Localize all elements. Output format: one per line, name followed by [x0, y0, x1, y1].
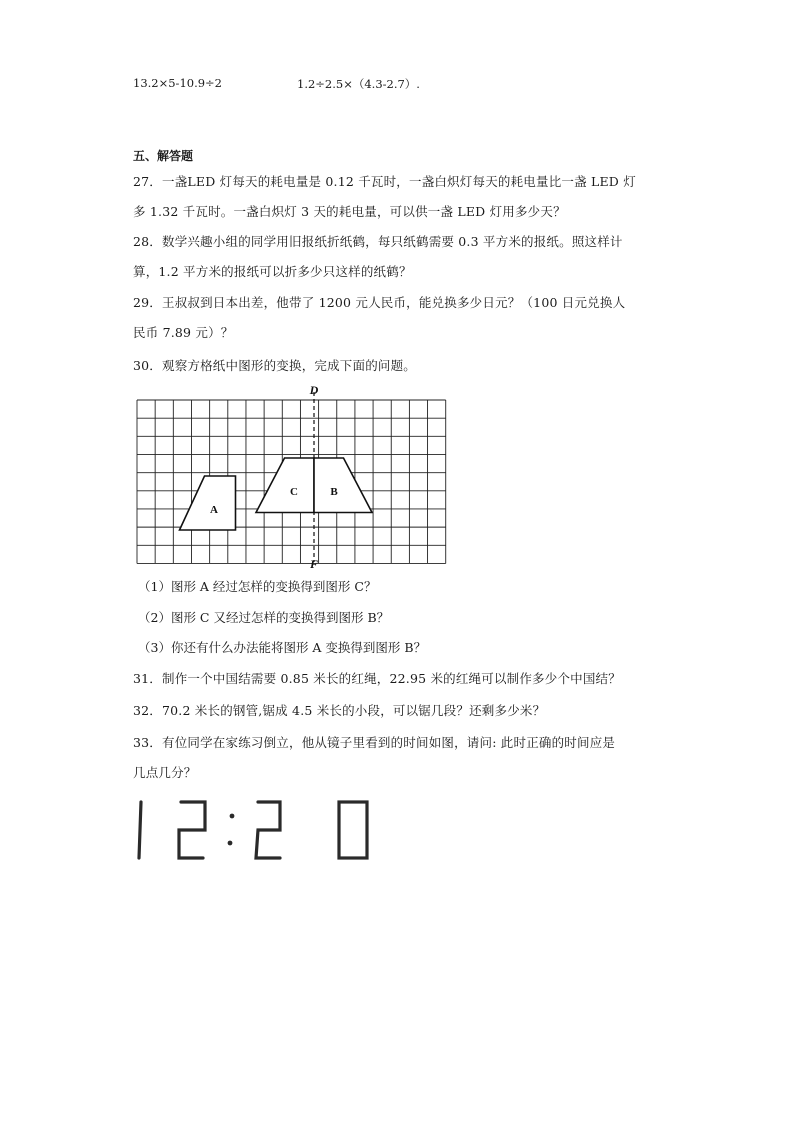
- shape-c: [256, 458, 314, 513]
- question-27-line-2: 多 1.32 千瓦时。一盏白炽灯 3 天的耗电量，可以供一盏 LED 灯用多少天？: [133, 204, 566, 219]
- label-axis-bottom: F: [309, 557, 319, 568]
- label-shape-c: C: [290, 486, 298, 498]
- expression-1: 13.2×5-10.9÷2: [133, 76, 223, 90]
- transformation-grid-figure: [128, 382, 458, 568]
- label-shape-b: B: [330, 486, 338, 498]
- shape-a: [180, 476, 236, 530]
- question-31: 31．制作一个中国结需要 0.85 米长的红绳，22.95 米的红绳可以制作多少个中国结？: [133, 671, 621, 686]
- question-27-line-1: 27．一盏LED 灯每天的耗电量是 0.12 千瓦时，一盏白炽灯每天的耗电量比一盏 LED 灯: [133, 174, 636, 189]
- question-30: 30．观察方格纸中图形的变换，完成下面的问题。: [133, 358, 417, 373]
- question-33-line-2: 几点几分？: [133, 765, 197, 780]
- question-29-line-2: 民币 7.89 元）？: [133, 325, 234, 340]
- mirrored-digital-clock-icon: [133, 796, 383, 866]
- label-shape-a: A: [210, 504, 218, 516]
- question-33-line-1: 33．有位同学在家练习倒立，他从镜子里看到的时间如图，请问: 此时正确的时间应是: [133, 735, 616, 750]
- section-title: 五、解答题: [133, 149, 194, 163]
- question-30-sub-3: （3）你还有什么办法能将图形 A 变换得到图形 B？: [138, 640, 427, 655]
- expression-2: 1.2÷2.5×（4.3-2.7）.: [297, 77, 420, 91]
- question-30-sub-2: （2）图形 C 又经过怎样的变换得到图形 B？: [138, 610, 390, 625]
- question-28-line-2: 算，1.2 平方米的报纸可以折多少只这样的纸鹤？: [133, 264, 412, 279]
- question-30-sub-1: （1）图形 A 经过怎样的变换得到图形 C？: [138, 579, 377, 594]
- question-32: 32．70.2 米长的钢管,锯成 4.5 米长的小段，可以锯几段？还剩多少米？: [133, 703, 546, 718]
- question-28-line-1: 28．数学兴趣小组的同学用旧报纸折纸鹤，每只纸鹤需要 0.3 平方米的报纸。照这样计: [133, 234, 623, 249]
- question-29-line-1: 29．王叔叔到日本出差，他带了 1200 元人民币，能兑换多少日元？（100 日元兑换人: [133, 295, 626, 310]
- label-axis-top: D: [309, 383, 319, 397]
- shape-b: [314, 458, 372, 513]
